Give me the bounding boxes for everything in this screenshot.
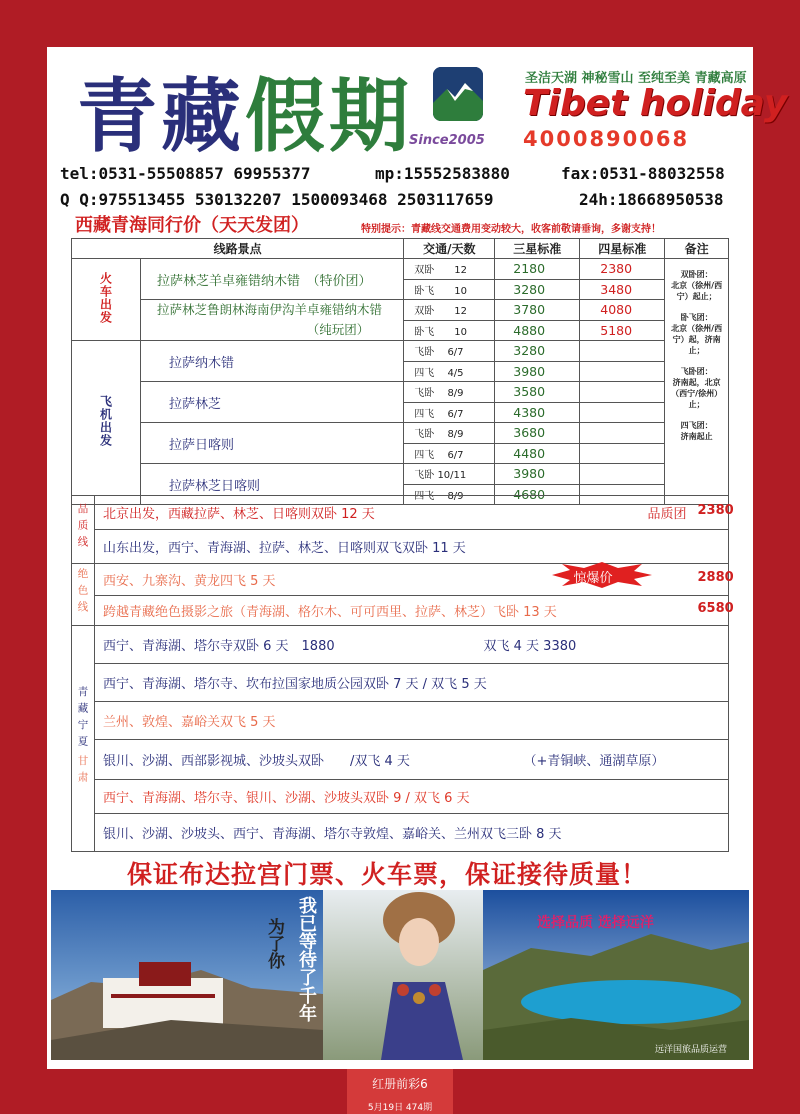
line-cell: 银川、沙湖、沙坡头、西宁、青海湖、塔尔寺敦煌、嘉峪关、兰州双飞三卧 8 天: [95, 814, 729, 852]
line-text: 北京出发，西藏拉萨、林芝、日喀则双卧 12 天: [103, 507, 375, 522]
line-price: 6580: [697, 601, 734, 616]
line-extra: 双飞 4 天 3380: [483, 639, 577, 654]
guarantee-slogan: 保证布达拉宫门票、火车票，保证接待质量！: [127, 860, 648, 889]
price-3star: 4880: [495, 320, 580, 341]
line-cell: [95, 496, 734, 530]
price-4star-empty: [580, 464, 665, 485]
remark-text: 济南起，北京（西宁/徐州）止；: [671, 378, 723, 409]
price-table: [71, 238, 729, 505]
english-title: Tibet holiday: [523, 83, 788, 124]
table-row: [72, 259, 729, 280]
price-3star: 2180: [495, 259, 580, 280]
photo-caption-3: 远洋国旅品质运营: [655, 1045, 728, 1055]
line-text: 西宁、青海湖、塔尔寺双卧 6 天 1880: [103, 639, 335, 654]
line-cell: 西宁、青海湖、塔尔寺、银川、沙湖、沙坡头双卧 9 / 双飞 6 天: [95, 780, 729, 814]
transport-cell: 飞卧 6/7: [404, 341, 495, 362]
header-3star: 三星标准: [495, 239, 580, 259]
brand-title: [77, 52, 413, 167]
table-row: [72, 300, 729, 321]
list-item: [72, 564, 729, 596]
quality-tag: 品质团: [647, 507, 687, 522]
hotline-24h-text: 24h:18668950538: [579, 190, 724, 209]
qq-text: Q Q:975513455 530132207 1500093468 2503117659: [60, 190, 494, 209]
line-cell: [95, 740, 729, 780]
footer-tab: [347, 1069, 453, 1114]
price-3star: 3280: [495, 341, 580, 362]
remark-title: 卧飞团：: [680, 313, 713, 322]
line-cell: [95, 596, 734, 626]
route-line1: 拉萨林芝鲁朗林海南伊沟羊卓雍错纳木错: [157, 302, 383, 317]
tel-text: tel:0531-55508857 69955377: [60, 164, 311, 183]
price-4star: 2380: [580, 259, 665, 280]
list-item: [72, 702, 729, 740]
transport-cell: 四飞 6/7: [404, 443, 495, 464]
table-row: [72, 382, 729, 403]
route-cell: 拉萨林芝羊卓雍错纳木错 （特价团）: [141, 259, 404, 300]
price-3star: 4480: [495, 443, 580, 464]
photo-caption-1b: 为了你: [264, 918, 284, 969]
price-4star-empty: [580, 341, 665, 362]
fax-text: fax:0531-88032558: [561, 164, 725, 183]
line-cell: [95, 564, 734, 596]
route-cell: 拉萨日喀则: [141, 423, 404, 464]
line-cell: [95, 626, 729, 664]
transport-cell: 四飞 4/5: [404, 361, 495, 382]
remark-title: 飞卧团：: [680, 367, 713, 376]
brand-title-part2: 假期: [245, 70, 413, 163]
price-4star-empty: [580, 361, 665, 382]
special-note: 特别提示：青藏线交通费用变动较大，收客前敬请垂询，多谢支持！: [361, 224, 661, 235]
remarks-cell: [665, 259, 729, 505]
route-cell: 拉萨林芝: [141, 382, 404, 423]
line-price: 2880: [697, 570, 734, 585]
price-4star-empty: [580, 423, 665, 444]
price-3star: 3280: [495, 279, 580, 300]
price-4star-empty: [580, 402, 665, 423]
badge-text: 惊爆价: [573, 571, 613, 586]
footer-label: 红册前彩6: [372, 1077, 428, 1091]
transport-cell: 卧飞 10: [404, 320, 495, 341]
remark-text: 北京（徐州/西宁）起止；: [671, 281, 723, 301]
slogan: 圣洁天湖 神秘雪山 至纯至美 青藏高原: [525, 71, 747, 86]
line-text: 银川、沙湖、西部影视城、沙坡头双卧 /双飞 4 天: [103, 754, 410, 769]
price-3star: 3780: [495, 300, 580, 321]
line-price: 2380: [697, 503, 734, 518]
transport-cell: 飞卧 8/9: [404, 423, 495, 444]
route-cell: [141, 300, 404, 341]
line-cell: 山东出发，西宁、青海湖、拉萨、林芝、日喀则双飞双卧 11 天: [95, 530, 729, 564]
table-row: [72, 423, 729, 444]
remark-title: 四飞团：: [680, 421, 713, 430]
price-4star: 4080: [580, 300, 665, 321]
price-3star: 3980: [495, 464, 580, 485]
line-cell: 西宁、青海湖、塔尔寺、坎布拉国家地质公园双卧 7 天 / 双飞 5 天: [95, 664, 729, 702]
route-lines-table: [71, 495, 734, 852]
remark-text: 北京（徐州/西宁）起，济南止；: [671, 324, 723, 355]
route-line2: （纯玩团）: [306, 322, 370, 337]
line-text: 西安、九寨沟、黄龙四飞 5 天: [103, 574, 276, 589]
price-3star: 4680: [495, 484, 580, 505]
remark-title: 双卧团：: [680, 270, 713, 279]
price-4star: 5180: [580, 320, 665, 341]
remark-text: 济南起止: [680, 432, 713, 441]
table-header-row: [72, 239, 729, 259]
transport-cell: 卧飞 10: [404, 279, 495, 300]
transport-cell: 四飞 8/9: [404, 484, 495, 505]
burst-badge: [552, 562, 652, 588]
list-item: [72, 664, 729, 702]
transport-cell: 双卧 12: [404, 259, 495, 280]
transport-cell: 四飞 6/7: [404, 402, 495, 423]
header-4star: 四星标准: [580, 239, 665, 259]
header-transport: 交通/天数: [404, 239, 495, 259]
transport-cell: 飞卧 10/11: [404, 464, 495, 485]
price-3star: 3980: [495, 361, 580, 382]
header-remarks: 备注: [665, 239, 729, 259]
group-train: 火车出发: [72, 259, 141, 341]
list-item: [72, 530, 729, 564]
route-cell: 拉萨纳木错: [141, 341, 404, 382]
price-3star: 3680: [495, 423, 580, 444]
flyer-page: [47, 47, 788, 1069]
group-flight: 飞机出发: [72, 341, 141, 505]
brand-title-part1: 青藏: [77, 70, 245, 163]
mobile-text: mp:15552583880: [375, 164, 510, 183]
price-3star: 4380: [495, 402, 580, 423]
price-4star-empty: [580, 382, 665, 403]
photo-caption-2: 选择品质 选择远洋: [537, 915, 654, 931]
group-unique: 绝色线: [72, 564, 95, 626]
group-qinghai: 青藏宁夏 甘肃: [72, 626, 95, 852]
list-item: [72, 626, 729, 664]
price-4star: 3480: [580, 279, 665, 300]
transport-cell: 飞卧 8/9: [404, 382, 495, 403]
footer-date: 5月19日 474期: [367, 1103, 433, 1113]
group-quality: 品质线: [72, 496, 95, 564]
list-item: [72, 496, 729, 530]
price-4star-empty: [580, 443, 665, 464]
photo-strip: [51, 890, 749, 1060]
route-cell: 拉萨林芝日喀则: [141, 464, 404, 505]
header-route: 线路景点: [72, 239, 404, 259]
list-item: [72, 596, 729, 626]
section-title: 西藏青海同行价（天天发团）: [75, 215, 309, 236]
since-label: Since2005: [409, 133, 485, 148]
line-extra: （+青铜峡、通湖草原）: [523, 754, 665, 769]
table-row: [72, 341, 729, 362]
list-item: [72, 780, 729, 814]
hotline: 4000890068: [523, 127, 690, 151]
price-3star: 3580: [495, 382, 580, 403]
line-cell: 兰州、敦煌、嘉峪关双飞 5 天: [95, 702, 729, 740]
list-item: [72, 814, 729, 852]
list-item: [72, 740, 729, 780]
photo-caption-1a: 我已等待了千年: [296, 896, 317, 1022]
mountain-logo-icon: [433, 67, 483, 121]
line-text: 跨越青藏绝色摄影之旅（青海湖、格尔木、可可西里、拉萨、林芝）飞卧 13 天: [103, 605, 557, 620]
table-row: [72, 464, 729, 485]
transport-cell: 双卧 12: [404, 300, 495, 321]
